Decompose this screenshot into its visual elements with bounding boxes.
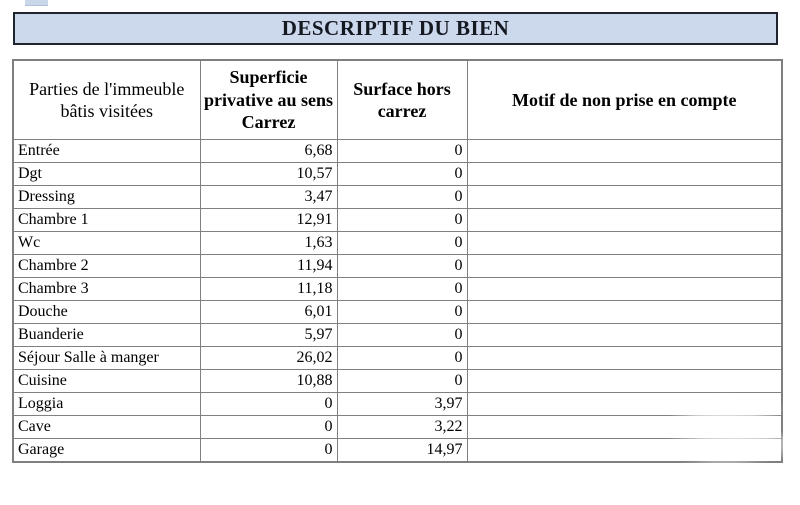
- motif-cell: [467, 163, 782, 186]
- table-row: [13, 324, 782, 347]
- carrez-value-cell: 6,68: [200, 140, 337, 163]
- motif-cell: [467, 393, 782, 416]
- room-name-cell: Chambre 1: [13, 209, 200, 232]
- carrez-value-cell: 26,02: [200, 347, 337, 370]
- hors-carrez-value-cell: 0: [337, 232, 467, 255]
- top-blue-fragment: [25, 0, 48, 6]
- motif-cell: [467, 278, 782, 301]
- motif-cell: [467, 301, 782, 324]
- table-row: [13, 416, 782, 439]
- room-name-cell: Chambre 2: [13, 255, 200, 278]
- hors-carrez-value-cell: 0: [337, 255, 467, 278]
- table-row: [13, 232, 782, 255]
- hors-carrez-value-cell: 0: [337, 278, 467, 301]
- motif-cell: [467, 255, 782, 278]
- motif-cell: [467, 416, 782, 439]
- table-row: [13, 370, 782, 393]
- room-name-cell: Chambre 3: [13, 278, 200, 301]
- hors-carrez-value-cell: 0: [337, 301, 467, 324]
- hors-carrez-value-cell: 14,97: [337, 439, 467, 463]
- table-row: [13, 393, 782, 416]
- room-name-cell: Garage: [13, 439, 200, 463]
- room-name-cell: Wc: [13, 232, 200, 255]
- room-name-cell: Cuisine: [13, 370, 200, 393]
- header-row: [13, 60, 782, 140]
- descriptif-table-wrap: [12, 59, 783, 463]
- header-hors: Surface hors carrez: [337, 60, 467, 140]
- carrez-value-cell: 0: [200, 416, 337, 439]
- room-name-cell: Buanderie: [13, 324, 200, 347]
- motif-cell: [467, 439, 782, 463]
- room-name-cell: Dgt: [13, 163, 200, 186]
- header-superficie: Superficie privative au sens Carrez: [200, 60, 337, 140]
- carrez-value-cell: 6,01: [200, 301, 337, 324]
- carrez-value-cell: 0: [200, 393, 337, 416]
- hors-carrez-value-cell: 0: [337, 347, 467, 370]
- title-banner: [13, 12, 778, 45]
- motif-cell: [467, 370, 782, 393]
- table-body: [13, 140, 782, 463]
- room-name-cell: Séjour Salle à manger: [13, 347, 200, 370]
- header-parties: Parties de l'immeuble bâtis visitées: [13, 60, 200, 140]
- table-row: [13, 255, 782, 278]
- motif-cell: [467, 232, 782, 255]
- room-name-cell: Entrée: [13, 140, 200, 163]
- motif-cell: [467, 209, 782, 232]
- table-row: [13, 301, 782, 324]
- room-name-cell: Cave: [13, 416, 200, 439]
- hors-carrez-value-cell: 0: [337, 140, 467, 163]
- hors-carrez-value-cell: 0: [337, 324, 467, 347]
- carrez-value-cell: 10,88: [200, 370, 337, 393]
- motif-cell: [467, 140, 782, 163]
- carrez-value-cell: 1,63: [200, 232, 337, 255]
- motif-cell: [467, 324, 782, 347]
- table-row: [13, 278, 782, 301]
- carrez-value-cell: 3,47: [200, 186, 337, 209]
- table-row: [13, 439, 782, 463]
- room-name-cell: Loggia: [13, 393, 200, 416]
- hors-carrez-value-cell: 0: [337, 370, 467, 393]
- page-title: DESCRIPTIF DU BIEN: [281, 16, 510, 40]
- table-header: [13, 60, 782, 140]
- carrez-value-cell: 12,91: [200, 209, 337, 232]
- carrez-value-cell: 11,18: [200, 278, 337, 301]
- hors-carrez-value-cell: 3,22: [337, 416, 467, 439]
- table-row: [13, 163, 782, 186]
- motif-cell: [467, 347, 782, 370]
- carrez-value-cell: 0: [200, 439, 337, 463]
- table-row: [13, 347, 782, 370]
- hors-carrez-value-cell: 0: [337, 186, 467, 209]
- hors-carrez-value-cell: 3,97: [337, 393, 467, 416]
- table-row: [13, 209, 782, 232]
- carrez-value-cell: 10,57: [200, 163, 337, 186]
- carrez-value-cell: 5,97: [200, 324, 337, 347]
- room-name-cell: Dressing: [13, 186, 200, 209]
- hors-carrez-value-cell: 0: [337, 163, 467, 186]
- table-row: [13, 140, 782, 163]
- descriptif-table: [12, 59, 783, 463]
- header-motif: Motif de non prise en compte: [467, 60, 782, 140]
- motif-cell: [467, 186, 782, 209]
- table-row: [13, 186, 782, 209]
- room-name-cell: Douche: [13, 301, 200, 324]
- carrez-value-cell: 11,94: [200, 255, 337, 278]
- hors-carrez-value-cell: 0: [337, 209, 467, 232]
